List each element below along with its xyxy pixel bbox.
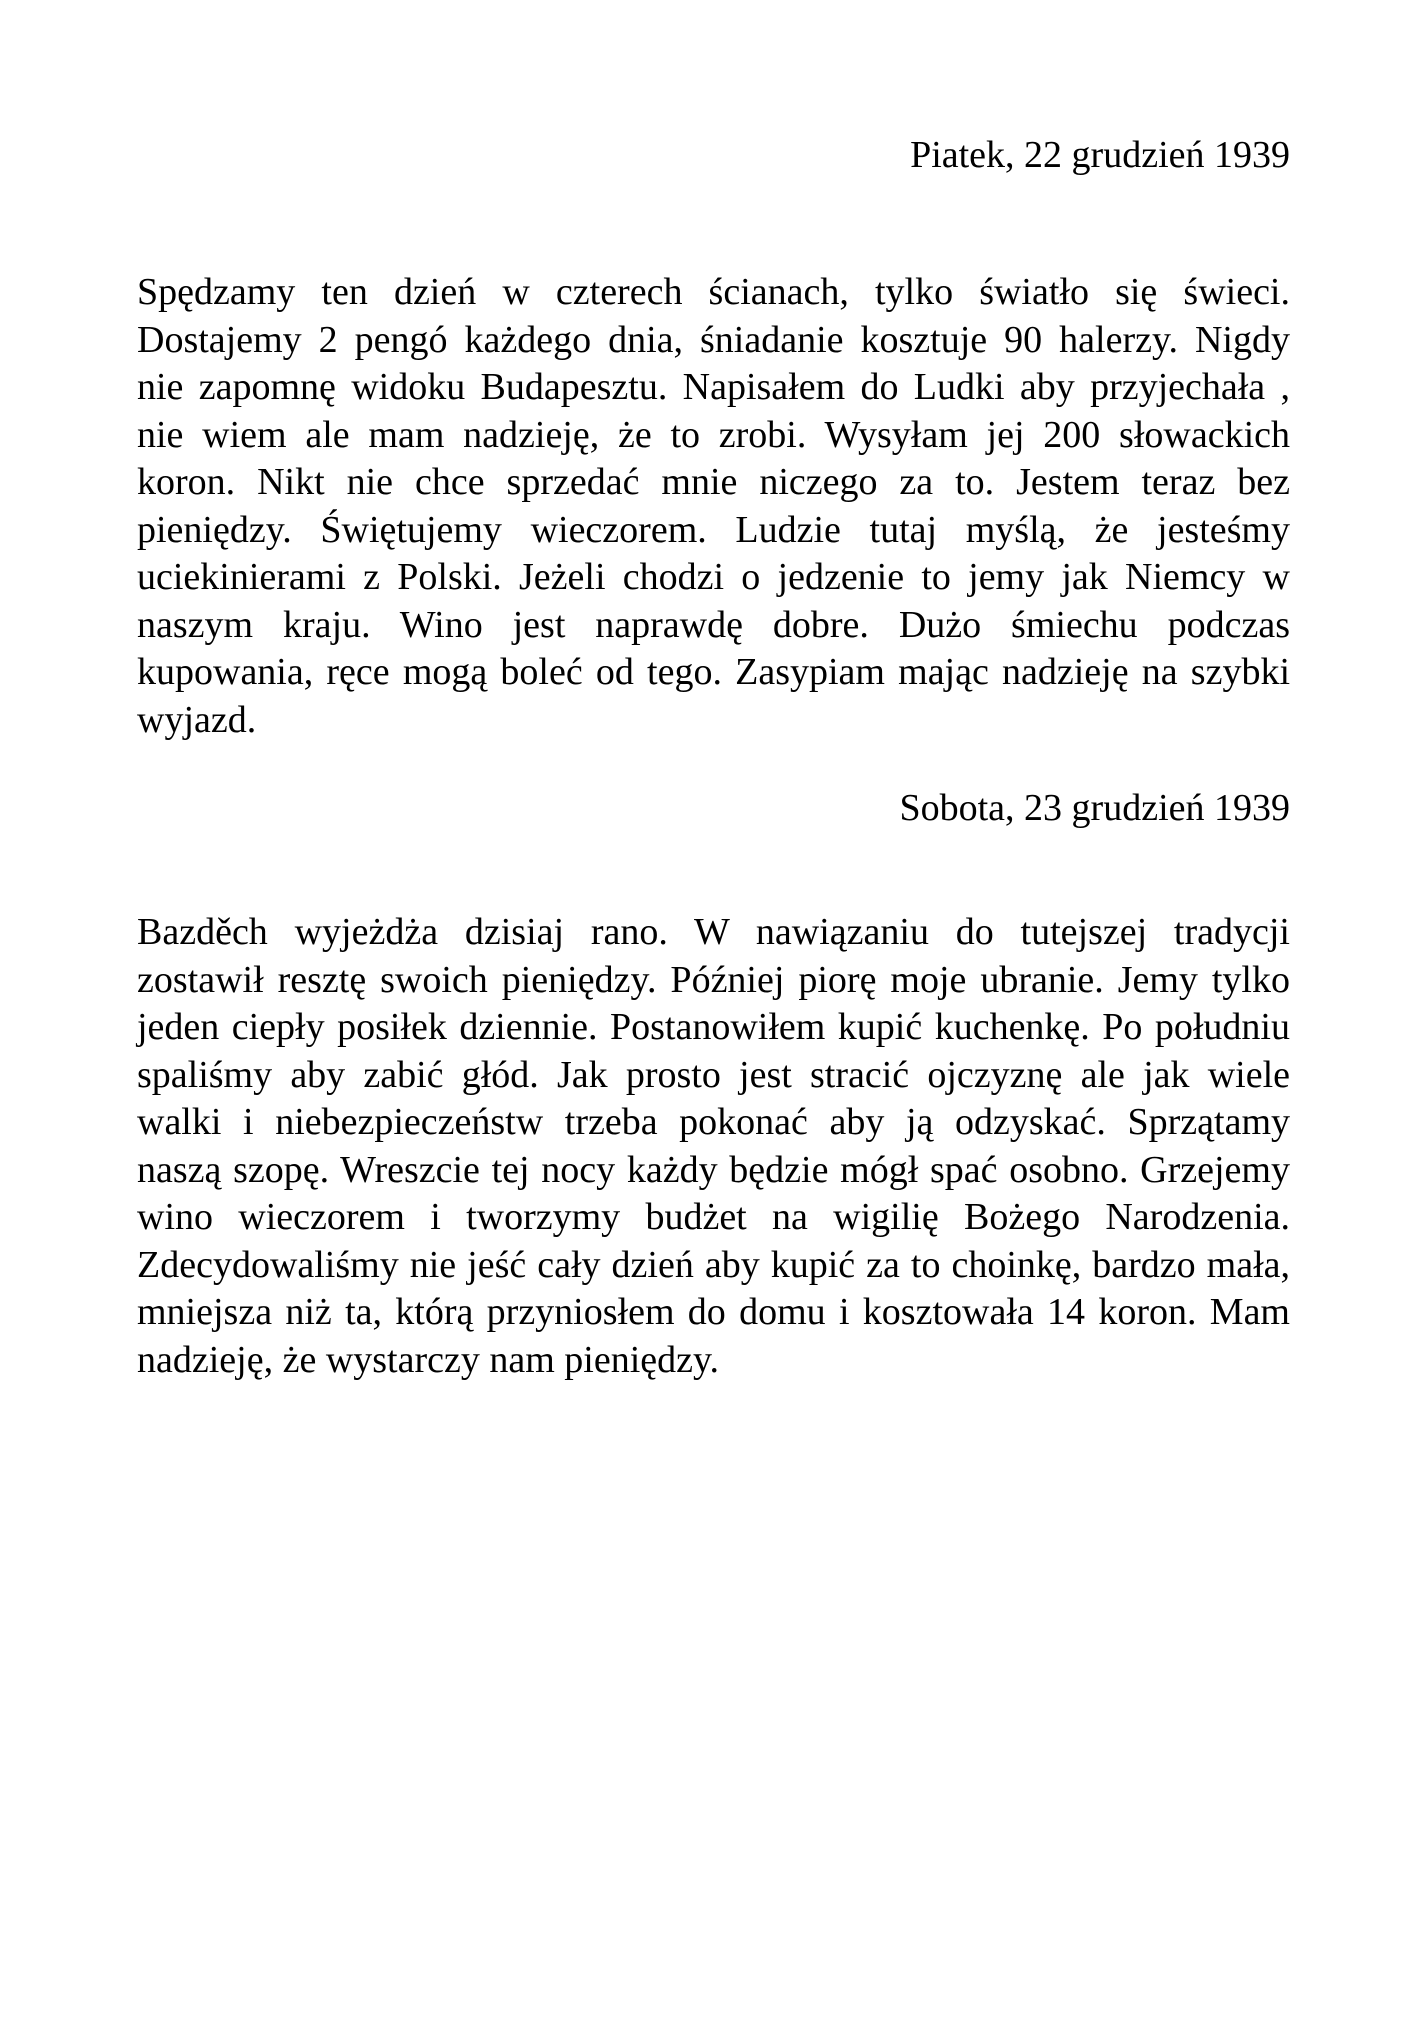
text-line: spaliśmy aby zabić głód. Jak prosto jest stracić ojczyznę ale jak wiele [137, 1053, 1290, 1096]
text-line: nie zapomnę widoku Budapesztu. Napisałem do Ludki aby przyjechała , [137, 366, 1290, 408]
text-line: wyjazd. [137, 698, 257, 741]
text-line: Dostajemy 2 pengó każdego dnia, śniadanie kosztuje 90 halerzy. Nigdy [137, 318, 1290, 361]
text-line: wino wieczorem i tworzymy budżet na wigilię Bożego Narodzenia. [137, 1196, 1290, 1238]
text-line: walki i niebezpieczeństw trzeba pokonać aby ją odzyskać. Sprzątamy [137, 1101, 1290, 1143]
text-line: kupowania, ręce mogą boleć od tego. Zasypiam mając nadzieję na szybki [137, 651, 1290, 693]
text-line: nie wiem ale mam nadzieję, że to zrobi. Wysyłam jej 200 słowackich [137, 413, 1290, 456]
text-line: Zdecydowaliśmy nie jeść cały dzień aby kupić za to choinkę, bardzo mała, [137, 1243, 1290, 1286]
entry-2-paragraph [137, 909, 1290, 1384]
entry-1-date-heading: Piatek, 22 grudzień 1939 [910, 134, 1290, 176]
entry-2-date-heading: Sobota, 23 grudzień 1939 [899, 787, 1290, 829]
text-line: mniejsza niż ta, którą przyniosłem do domu i kosztowała 14 koron. Mam [137, 1291, 1290, 1333]
text-line: naszą szopę. Wreszcie tej nocy każdy będzie mógł spać osobno. Grzejemy [137, 1148, 1290, 1191]
text-line: nadzieję, że wystarczy nam pieniędzy. [137, 1338, 720, 1381]
text-line: Spędzamy ten dzień w czterech ścianach, tylko światło się świeci. [137, 271, 1290, 313]
text-line: pieniędzy. Świętujemy wieczorem. Ludzie tutaj myślą, że jesteśmy [137, 508, 1290, 551]
text-line: zostawił resztę swoich pieniędzy. Później piorę moje ubranie. Jemy tylko [137, 958, 1290, 1001]
entry-1-paragraph [137, 269, 1290, 744]
text-line: jeden ciepły posiłek dziennie. Postanowiłem kupić kuchenkę. Po południu [137, 1006, 1290, 1048]
text-line: Bazděch wyjeżdża dzisiaj rano. W nawiązaniu do tutejszej tradycji [137, 911, 1290, 953]
text-line: koron. Nikt nie chce sprzedać mnie niczego za to. Jestem teraz bez [137, 461, 1290, 503]
text-line: naszym kraju. Wino jest naprawdę dobre. Dużo śmiechu podczas [137, 603, 1290, 646]
text-line: uciekinierami z Polski. Jeżeli chodzi o jedzenie to jemy jak Niemcy w [137, 556, 1290, 598]
